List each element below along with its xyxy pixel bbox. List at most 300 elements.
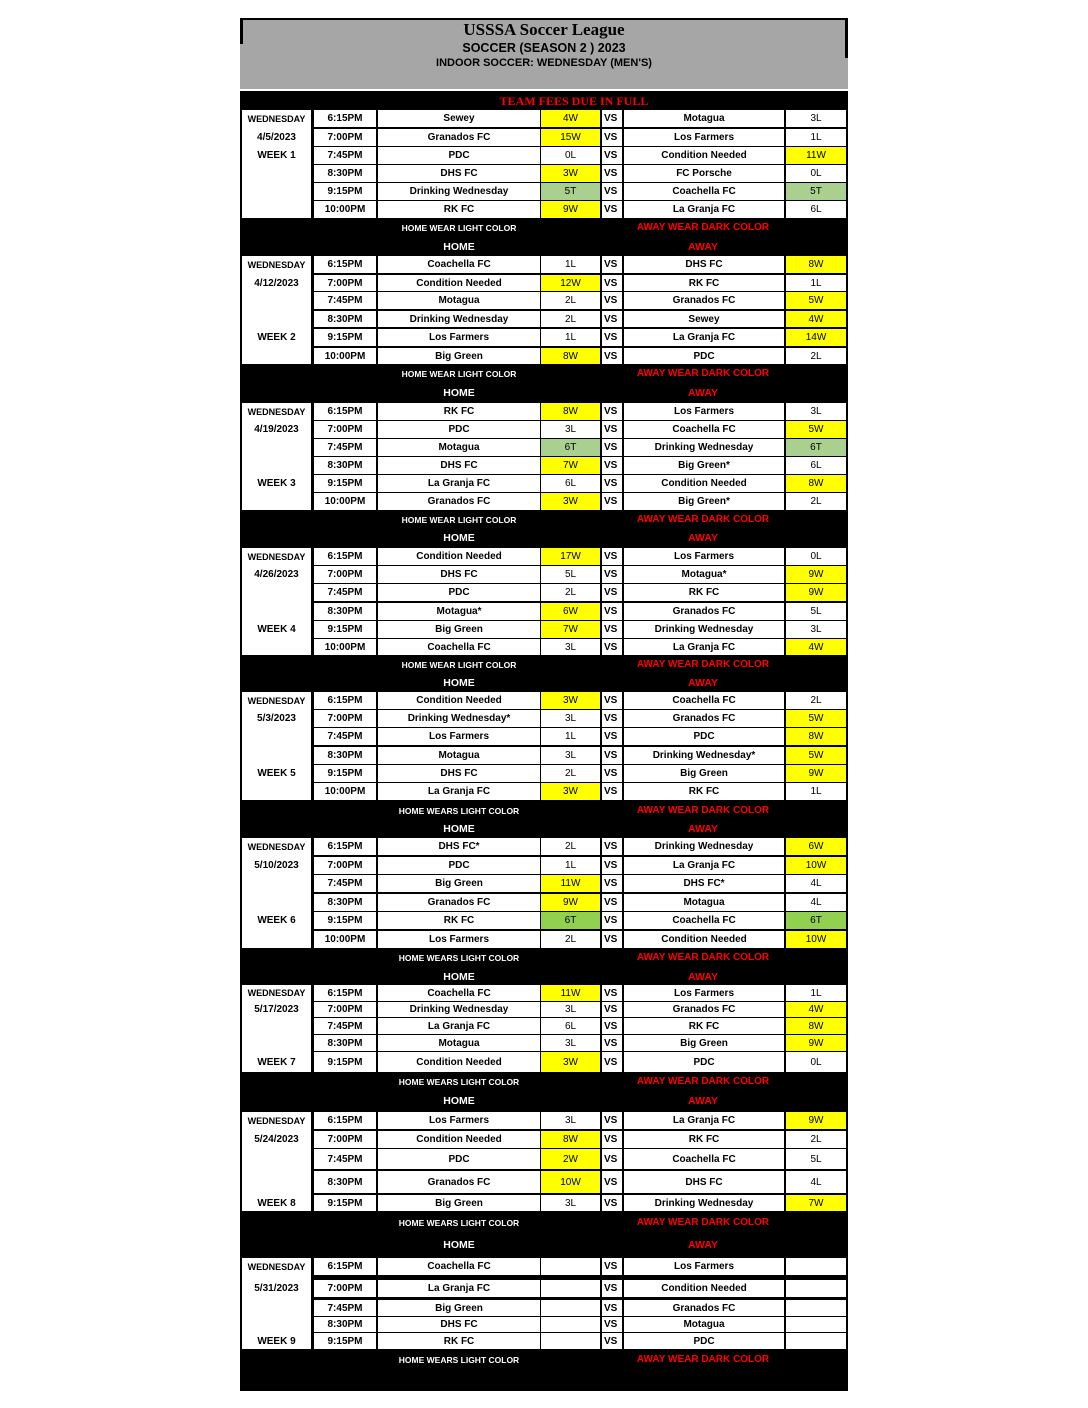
game-row bbox=[240, 728, 848, 745]
game-row bbox=[240, 931, 848, 948]
away-team: La Granja FC bbox=[624, 857, 784, 874]
season-title: SOCCER (SEASON 2 ) 2023 bbox=[462, 41, 626, 55]
away-score: 1L bbox=[786, 985, 846, 1001]
away-score: 2L bbox=[786, 348, 846, 364]
game-time: 9:15PM bbox=[314, 1052, 376, 1072]
home-away-header bbox=[240, 674, 848, 692]
home-team: RK FC bbox=[378, 201, 540, 218]
home-away-header bbox=[240, 1092, 848, 1110]
game-time: 10:00PM bbox=[314, 348, 376, 364]
game-row bbox=[240, 147, 848, 164]
vs-label: VS bbox=[602, 403, 622, 420]
jersey-note-band bbox=[240, 949, 848, 967]
home-team: Drinking Wednesday bbox=[378, 183, 540, 200]
home-team: La Granja FC bbox=[378, 1018, 540, 1034]
game-row bbox=[240, 1258, 848, 1275]
game-time: 6:15PM bbox=[314, 110, 376, 127]
home-jersey-note: HOME WEAR LIGHT COLOR bbox=[401, 369, 517, 379]
home-team: Motagua bbox=[378, 1035, 540, 1051]
away-score: 8W bbox=[786, 475, 846, 492]
vs-label: VS bbox=[602, 875, 622, 892]
home-team: Motagua bbox=[378, 292, 540, 309]
away-team: Motagua bbox=[624, 894, 784, 911]
game-time: 9:15PM bbox=[314, 329, 376, 346]
away-team: Granados FC bbox=[624, 710, 784, 727]
vs-label: VS bbox=[602, 1195, 622, 1211]
away-score: 6T bbox=[786, 439, 846, 456]
home-away-header bbox=[240, 820, 848, 838]
home-column-label: HOME bbox=[443, 677, 475, 689]
home-score: 3L bbox=[541, 747, 600, 764]
home-team: RK FC bbox=[378, 403, 540, 420]
game-time: 9:15PM bbox=[314, 912, 376, 929]
vs-label: VS bbox=[602, 728, 622, 745]
home-team: Los Farmers bbox=[378, 931, 540, 948]
weekday-label: WEDNESDAY bbox=[242, 838, 311, 855]
home-score: 11W bbox=[541, 985, 600, 1001]
game-row bbox=[240, 348, 848, 364]
home-score: 8W bbox=[541, 348, 600, 364]
date-label: 5/24/2023 bbox=[242, 1131, 311, 1148]
vs-label: VS bbox=[602, 110, 622, 127]
game-row bbox=[240, 1018, 848, 1034]
home-jersey-note: HOME WEAR LIGHT COLOR bbox=[401, 515, 517, 525]
vs-label: VS bbox=[602, 1131, 622, 1148]
home-team: Coachella FC bbox=[378, 1258, 540, 1275]
away-score: 0L bbox=[786, 548, 846, 565]
game-row bbox=[240, 457, 848, 474]
home-team: Motagua bbox=[378, 439, 540, 456]
away-score bbox=[786, 1280, 846, 1297]
jersey-note-band bbox=[240, 365, 848, 383]
date-label: 4/26/2023 bbox=[242, 566, 311, 583]
home-team: Drinking Wednesday bbox=[378, 1002, 540, 1017]
game-time: 10:00PM bbox=[314, 493, 376, 510]
home-team: DHS FC bbox=[378, 165, 540, 182]
away-score: 5W bbox=[786, 292, 846, 309]
home-score: 2W bbox=[541, 1149, 600, 1169]
game-row bbox=[240, 857, 848, 874]
game-row bbox=[240, 548, 848, 565]
home-team: Motagua bbox=[378, 747, 540, 764]
home-score: 9W bbox=[541, 894, 600, 911]
vs-label: VS bbox=[602, 1258, 622, 1275]
away-team: Drinking Wednesday bbox=[624, 439, 784, 456]
home-team: Sewey bbox=[378, 110, 540, 127]
game-row bbox=[240, 584, 848, 601]
away-team: Los Farmers bbox=[624, 985, 784, 1001]
away-team: PDC bbox=[624, 1333, 784, 1349]
vs-label: VS bbox=[602, 201, 622, 218]
game-row bbox=[240, 439, 848, 456]
game-row bbox=[240, 603, 848, 620]
away-team: Drinking Wednesday bbox=[624, 621, 784, 638]
away-team: Big Green* bbox=[624, 457, 784, 474]
vs-label: VS bbox=[602, 421, 622, 438]
away-score: 5L bbox=[786, 1149, 846, 1169]
away-team: Coachella FC bbox=[624, 183, 784, 200]
away-team: Condition Needed bbox=[624, 1280, 784, 1297]
game-time: 7:45PM bbox=[314, 1149, 376, 1169]
away-score: 9W bbox=[786, 1035, 846, 1051]
home-away-header bbox=[240, 529, 848, 547]
game-time: 9:15PM bbox=[314, 183, 376, 200]
game-time: 8:30PM bbox=[314, 311, 376, 327]
game-row bbox=[240, 403, 848, 420]
game-row bbox=[240, 1052, 848, 1072]
vs-label: VS bbox=[602, 639, 622, 655]
away-team: Granados FC bbox=[624, 603, 784, 620]
vs-label: VS bbox=[602, 548, 622, 565]
game-row bbox=[240, 201, 848, 218]
away-jersey-note: AWAY WEAR DARK COLOR bbox=[636, 222, 770, 233]
home-team: La Granja FC bbox=[378, 1280, 540, 1297]
away-team: Big Green bbox=[624, 765, 784, 782]
home-away-header bbox=[240, 384, 848, 402]
vs-label: VS bbox=[602, 747, 622, 764]
home-away-header bbox=[240, 238, 848, 256]
vs-label: VS bbox=[602, 311, 622, 327]
home-team: RK FC bbox=[378, 1333, 540, 1349]
home-score: 15W bbox=[541, 129, 600, 146]
vs-label: VS bbox=[602, 439, 622, 456]
game-row bbox=[240, 311, 848, 327]
home-team: RK FC bbox=[378, 912, 540, 929]
home-jersey-note: HOME WEARS LIGHT COLOR bbox=[398, 953, 520, 963]
away-team: Granados FC bbox=[624, 292, 784, 309]
game-time: 8:30PM bbox=[314, 894, 376, 911]
away-score: 2L bbox=[786, 493, 846, 510]
game-row bbox=[240, 329, 848, 346]
home-team: Granados FC bbox=[378, 894, 540, 911]
away-score: 7W bbox=[786, 1195, 846, 1211]
game-time: 10:00PM bbox=[314, 931, 376, 948]
game-row bbox=[240, 110, 848, 127]
home-jersey-note: HOME WEAR LIGHT COLOR bbox=[401, 223, 517, 233]
game-time: 6:15PM bbox=[314, 838, 376, 855]
away-team: Motagua bbox=[624, 1317, 784, 1332]
game-row bbox=[240, 1112, 848, 1129]
game-time: 9:15PM bbox=[314, 1333, 376, 1349]
home-score: 17W bbox=[541, 548, 600, 565]
vs-label: VS bbox=[602, 475, 622, 492]
home-team: Big Green bbox=[378, 875, 540, 892]
away-team: Condition Needed bbox=[624, 475, 784, 492]
away-team: Big Green bbox=[624, 1035, 784, 1051]
home-score: 5T bbox=[541, 183, 600, 200]
game-row bbox=[240, 165, 848, 182]
game-row bbox=[240, 1195, 848, 1211]
away-score: 4L bbox=[786, 894, 846, 911]
home-score: 3W bbox=[541, 493, 600, 510]
home-team: Coachella FC bbox=[378, 256, 540, 273]
away-score: 10W bbox=[786, 931, 846, 948]
team-fees-notice: TEAM FEES DUE IN FULL bbox=[499, 94, 649, 108]
away-jersey-note: AWAY WEAR DARK COLOR bbox=[636, 1354, 770, 1365]
vs-label: VS bbox=[602, 129, 622, 146]
home-team: PDC bbox=[378, 421, 540, 438]
home-team: Condition Needed bbox=[378, 1052, 540, 1072]
vs-label: VS bbox=[602, 165, 622, 182]
vs-label: VS bbox=[602, 1317, 622, 1332]
home-column-label: HOME bbox=[443, 387, 475, 399]
home-team: PDC bbox=[378, 857, 540, 874]
vs-label: VS bbox=[602, 584, 622, 601]
weekday-label: WEDNESDAY bbox=[242, 403, 311, 420]
vs-label: VS bbox=[602, 985, 622, 1001]
game-row bbox=[240, 275, 848, 291]
game-time: 6:15PM bbox=[314, 548, 376, 565]
home-score: 1L bbox=[541, 256, 600, 273]
weekday-label: WEDNESDAY bbox=[242, 548, 311, 565]
home-team: Motagua* bbox=[378, 603, 540, 620]
game-time: 7:45PM bbox=[314, 584, 376, 601]
away-score: 4W bbox=[786, 639, 846, 655]
home-jersey-note: HOME WEARS LIGHT COLOR bbox=[398, 1218, 520, 1228]
away-score bbox=[786, 1300, 846, 1316]
game-time: 8:30PM bbox=[314, 1171, 376, 1193]
vs-label: VS bbox=[602, 566, 622, 583]
away-jersey-note: AWAY WEAR DARK COLOR bbox=[636, 1076, 770, 1087]
away-team: DHS FC* bbox=[624, 875, 784, 892]
game-row bbox=[240, 183, 848, 200]
game-row bbox=[240, 838, 848, 855]
game-time: 7:45PM bbox=[314, 875, 376, 892]
home-score: 3W bbox=[541, 692, 600, 709]
game-time: 9:15PM bbox=[314, 621, 376, 638]
home-team: Granados FC bbox=[378, 129, 540, 146]
home-score: 3W bbox=[541, 1052, 600, 1072]
away-team: Drinking Wednesday* bbox=[624, 747, 784, 764]
away-score: 0L bbox=[786, 1052, 846, 1072]
home-team: DHS FC* bbox=[378, 838, 540, 855]
home-score: 10W bbox=[541, 1171, 600, 1193]
game-time: 8:30PM bbox=[314, 165, 376, 182]
away-team: Coachella FC bbox=[624, 692, 784, 709]
game-time: 9:15PM bbox=[314, 475, 376, 492]
date-label: 4/5/2023 bbox=[242, 129, 311, 146]
game-row bbox=[240, 639, 848, 655]
game-row bbox=[240, 1171, 848, 1193]
home-team: PDC bbox=[378, 147, 540, 164]
game-time: 9:15PM bbox=[314, 1195, 376, 1211]
vs-label: VS bbox=[602, 1149, 622, 1169]
weekday-label: WEDNESDAY bbox=[242, 256, 311, 273]
vs-label: VS bbox=[602, 1300, 622, 1316]
vs-label: VS bbox=[602, 256, 622, 273]
home-score: 3L bbox=[541, 421, 600, 438]
home-team: Big Green bbox=[378, 1300, 540, 1316]
away-team: La Granja FC bbox=[624, 1112, 784, 1129]
game-time: 8:30PM bbox=[314, 747, 376, 764]
home-score: 6T bbox=[541, 439, 600, 456]
away-team: RK FC bbox=[624, 1018, 784, 1034]
away-score: 4L bbox=[786, 875, 846, 892]
away-score: 1L bbox=[786, 275, 846, 291]
home-score bbox=[541, 1317, 600, 1332]
away-jersey-note: AWAY WEAR DARK COLOR bbox=[636, 952, 770, 963]
vs-label: VS bbox=[602, 1112, 622, 1129]
away-score: 4W bbox=[786, 311, 846, 327]
vs-label: VS bbox=[602, 1018, 622, 1034]
away-team: Sewey bbox=[624, 311, 784, 327]
away-team: Granados FC bbox=[624, 1300, 784, 1316]
home-score: 6L bbox=[541, 475, 600, 492]
home-jersey-note: HOME WEARS LIGHT COLOR bbox=[398, 1077, 520, 1087]
game-time: 7:00PM bbox=[314, 275, 376, 291]
jersey-note-band bbox=[240, 219, 848, 237]
vs-label: VS bbox=[602, 1002, 622, 1017]
vs-label: VS bbox=[602, 857, 622, 874]
home-score bbox=[541, 1280, 600, 1297]
home-away-header bbox=[240, 1236, 848, 1254]
date-label: 4/19/2023 bbox=[242, 421, 311, 438]
game-time: 7:45PM bbox=[314, 292, 376, 309]
home-score: 6L bbox=[541, 1018, 600, 1034]
game-time: 7:00PM bbox=[314, 1002, 376, 1017]
game-row bbox=[240, 1317, 848, 1332]
jersey-note-band bbox=[240, 1073, 848, 1091]
home-team: Big Green bbox=[378, 621, 540, 638]
home-score: 1L bbox=[541, 728, 600, 745]
home-score: 7W bbox=[541, 621, 600, 638]
home-score: 4W bbox=[541, 110, 600, 127]
game-row bbox=[240, 566, 848, 583]
home-score: 3L bbox=[541, 1112, 600, 1129]
game-time: 7:00PM bbox=[314, 129, 376, 146]
vs-label: VS bbox=[602, 838, 622, 855]
game-time: 10:00PM bbox=[314, 639, 376, 655]
game-time: 9:15PM bbox=[314, 765, 376, 782]
home-column-label: HOME bbox=[443, 532, 475, 544]
away-score: 9W bbox=[786, 1112, 846, 1129]
vs-label: VS bbox=[602, 1035, 622, 1051]
away-team: PDC bbox=[624, 728, 784, 745]
away-score: 5W bbox=[786, 747, 846, 764]
home-score bbox=[541, 1258, 600, 1275]
game-time: 7:00PM bbox=[314, 421, 376, 438]
week-label: WEEK 3 bbox=[242, 475, 311, 492]
away-team: RK FC bbox=[624, 584, 784, 601]
away-team: RK FC bbox=[624, 783, 784, 800]
game-row bbox=[240, 621, 848, 638]
game-row bbox=[240, 1002, 848, 1017]
game-time: 6:15PM bbox=[314, 1258, 376, 1275]
vs-label: VS bbox=[602, 1280, 622, 1297]
vs-label: VS bbox=[602, 765, 622, 782]
game-time: 10:00PM bbox=[314, 201, 376, 218]
away-team: Los Farmers bbox=[624, 548, 784, 565]
away-score: 11W bbox=[786, 147, 846, 164]
vs-label: VS bbox=[602, 1333, 622, 1349]
away-score bbox=[786, 1333, 846, 1349]
away-team: Los Farmers bbox=[624, 403, 784, 420]
away-score: 3L bbox=[786, 110, 846, 127]
away-score: 1L bbox=[786, 783, 846, 800]
vs-label: VS bbox=[602, 292, 622, 309]
game-row bbox=[240, 1149, 848, 1169]
home-score: 1L bbox=[541, 329, 600, 346]
game-time: 6:15PM bbox=[314, 692, 376, 709]
game-row bbox=[240, 765, 848, 782]
home-column-label: HOME bbox=[443, 1239, 475, 1251]
game-row bbox=[240, 1035, 848, 1051]
vs-label: VS bbox=[602, 783, 622, 800]
division-title: INDOOR SOCCER: WEDNESDAY (MEN'S) bbox=[436, 57, 652, 69]
away-team: DHS FC bbox=[624, 1171, 784, 1193]
date-label: 5/31/2023 bbox=[242, 1280, 311, 1297]
vs-label: VS bbox=[602, 912, 622, 929]
week-label: WEEK 2 bbox=[242, 329, 311, 346]
jersey-note-band bbox=[240, 1214, 848, 1232]
game-row bbox=[240, 475, 848, 492]
game-time: 8:30PM bbox=[314, 1317, 376, 1332]
game-time: 7:00PM bbox=[314, 857, 376, 874]
vs-label: VS bbox=[602, 710, 622, 727]
away-team: RK FC bbox=[624, 275, 784, 291]
away-team: Coachella FC bbox=[624, 421, 784, 438]
game-row bbox=[240, 985, 848, 1001]
date-label: 5/10/2023 bbox=[242, 857, 311, 874]
away-team: Motagua bbox=[624, 110, 784, 127]
schedule-grid bbox=[240, 91, 848, 1391]
game-row bbox=[240, 1300, 848, 1316]
home-team: Granados FC bbox=[378, 493, 540, 510]
game-time: 7:00PM bbox=[314, 566, 376, 583]
vs-label: VS bbox=[602, 1171, 622, 1193]
game-time: 8:30PM bbox=[314, 457, 376, 474]
home-jersey-note: HOME WEARS LIGHT COLOR bbox=[398, 1355, 520, 1365]
away-score: 0L bbox=[786, 165, 846, 182]
vs-label: VS bbox=[602, 692, 622, 709]
away-team: RK FC bbox=[624, 1131, 784, 1148]
home-score: 2L bbox=[541, 765, 600, 782]
game-time: 7:00PM bbox=[314, 710, 376, 727]
away-score: 8W bbox=[786, 256, 846, 273]
away-jersey-note: AWAY WEAR DARK COLOR bbox=[636, 368, 770, 379]
weekday-label: WEDNESDAY bbox=[242, 985, 311, 1001]
away-score: 14W bbox=[786, 329, 846, 346]
away-team: La Granja FC bbox=[624, 639, 784, 655]
away-score: 9W bbox=[786, 566, 846, 583]
vs-label: VS bbox=[602, 329, 622, 346]
home-team: Big Green bbox=[378, 348, 540, 364]
away-team: DHS FC bbox=[624, 256, 784, 273]
home-team: DHS FC bbox=[378, 457, 540, 474]
vs-label: VS bbox=[602, 147, 622, 164]
home-team: DHS FC bbox=[378, 765, 540, 782]
away-column-label: AWAY bbox=[688, 387, 718, 399]
jersey-note-band bbox=[240, 511, 848, 529]
jersey-note-band bbox=[240, 1351, 848, 1369]
home-team: Condition Needed bbox=[378, 275, 540, 291]
game-time: 7:00PM bbox=[314, 1280, 376, 1297]
game-row bbox=[240, 129, 848, 146]
away-score: 5W bbox=[786, 710, 846, 727]
home-team: Los Farmers bbox=[378, 1112, 540, 1129]
game-time: 7:45PM bbox=[314, 728, 376, 745]
home-team: DHS FC bbox=[378, 1317, 540, 1332]
home-score: 2L bbox=[541, 292, 600, 309]
vs-label: VS bbox=[602, 621, 622, 638]
away-score: 1L bbox=[786, 129, 846, 146]
away-score: 6T bbox=[786, 912, 846, 929]
home-team: DHS FC bbox=[378, 566, 540, 583]
home-team: Condition Needed bbox=[378, 692, 540, 709]
game-row bbox=[240, 493, 848, 510]
away-team: PDC bbox=[624, 348, 784, 364]
away-team: Drinking Wednesday bbox=[624, 1195, 784, 1211]
